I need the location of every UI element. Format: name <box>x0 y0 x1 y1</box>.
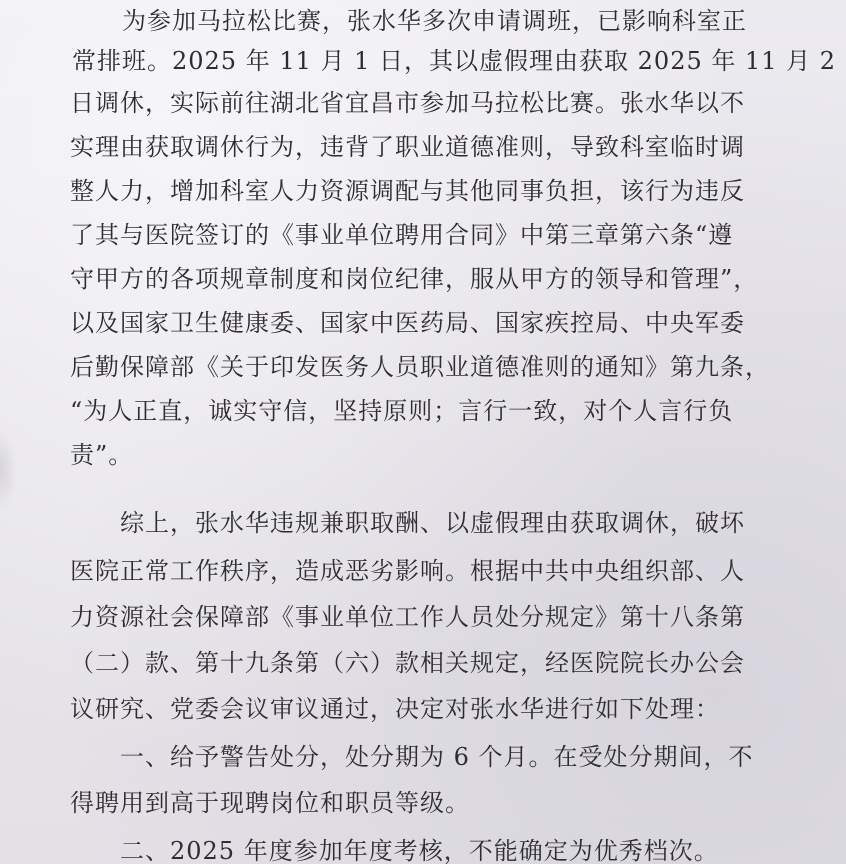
text-line: 后勤保障部《关于印发医务人员职业道德准则的通知》第九条， <box>70 353 770 381</box>
text-line: 日调休，实际前往湖北省宜昌市参加马拉松比赛。张水华以不 <box>70 89 745 117</box>
text-line: 力资源社会保障部《事业单位工作人员处分规定》第十八条第 <box>70 603 745 631</box>
text-line: 了其与医院签订的《事业单位聘用合同》中第三章第六条“遵 <box>70 221 734 249</box>
text-line: 二、2025 年度参加年度考核，不能确定为优秀档次。 <box>120 837 719 864</box>
text-line: （二）款、第十九条第（六）款相关规定，经医院院长办公会 <box>70 649 745 677</box>
text-line: 责”。 <box>70 441 134 469</box>
text-line: 医院正常工作秩序，造成恶劣影响。根据中共中央组织部、人 <box>70 557 745 585</box>
text-line: 议研究、党委会议审议通过，决定对张水华进行如下处理： <box>70 695 720 723</box>
text-line: 整人力，增加科室人力资源调配与其他同事负担，该行为违反 <box>70 177 745 205</box>
text-line: 综上，张水华违规兼职取酬、以虚假理由获取调休，破坏 <box>120 509 745 537</box>
text-line: 实理由获取调休行为，违背了职业道德准则，导致科室临时调 <box>70 133 745 161</box>
text-line: 守甲方的各项规章制度和岗位纪律，服从甲方的领导和管理”， <box>70 265 759 293</box>
text-line: 一、给予警告处分，处分期为 6 个月。在受处分期间，不 <box>120 743 754 771</box>
text-line: 得聘用到高于现聘岗位和职员等级。 <box>70 789 470 817</box>
text-line: 以及国家卫生健康委、国家中医药局、国家疾控局、中央军委 <box>70 309 745 337</box>
text-line: 为参加马拉松比赛，张水华多次申请调班，已影响科室正 <box>122 7 747 35</box>
text-line: 常排班。2025 年 11 月 1 日，其以虚假理由获取 2025 年 11 月 2 <box>72 47 837 75</box>
paper-shadow <box>0 430 18 510</box>
text-line: “为人正直，诚实守信，坚持原则；言行一致，对个人言行负 <box>70 397 734 425</box>
